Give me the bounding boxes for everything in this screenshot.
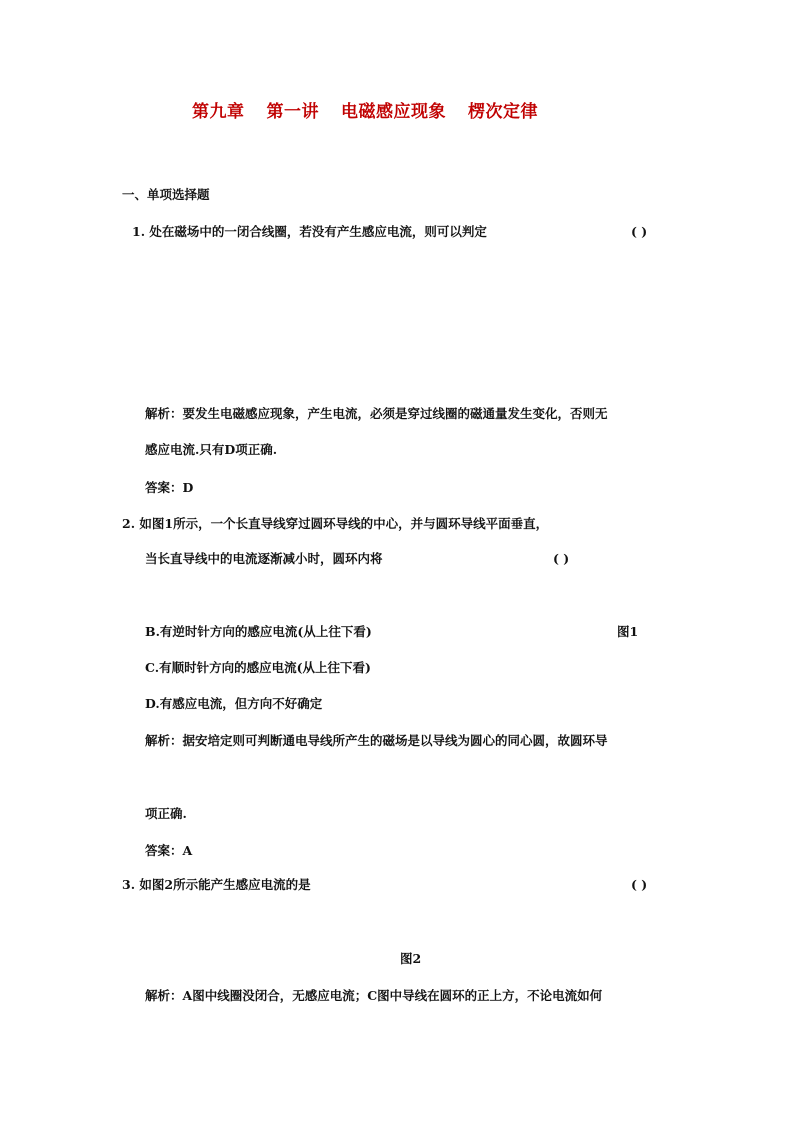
q3-stem: 3. 如图2所示能产生感应电流的是 [122, 877, 311, 892]
topic-induction: 电磁感应现象 [341, 102, 446, 122]
q2-answer-blank: ( ) [553, 551, 570, 566]
q2-option-d: D.有感应电流，但方向不好确定 [145, 696, 323, 711]
q1-stem: 1. 处在磁场中的一闭合线圈，若没有产生感应电流，则可以判定 [132, 224, 487, 239]
topic-lenz-law: 楞次定律 [468, 102, 538, 122]
lecture-label: 第一讲 [266, 102, 319, 122]
q3-analysis-line1: 解析：A图中线圈没闭合，无感应电流；C图中导线在圆环的正上方，不论电流如何 [145, 988, 603, 1003]
q1-answer: 答案：D [145, 480, 194, 495]
figure-1-label: 图1 [617, 624, 639, 639]
q2-option-b: B.有逆时针方向的感应电流(从上往下看) [145, 624, 372, 639]
figure-2-label: 图2 [400, 951, 422, 966]
chapter-label: 第九章 [192, 102, 245, 122]
q2-analysis-line1: 解析：据安培定则可判断通电导线所产生的磁场是以导线为圆心的同心圆，故圆环导 [145, 733, 608, 748]
q1-answer-blank: ( ) [631, 224, 648, 239]
q1-analysis-line1: 解析：要发生电磁感应现象，产生电流，必须是穿过线圈的磁通量发生变化，否则无 [145, 406, 608, 421]
q1-analysis-line2: 感应电流.只有D项正确. [145, 442, 278, 457]
page-title [192, 104, 538, 121]
q2-stem-line1: 2. 如图1所示，一个长直导线穿过圆环导线的中心，并与圆环导线平面垂直， [122, 516, 549, 531]
section-heading: 一、单项选择题 [122, 187, 210, 202]
q2-stem-line2: 当长直导线中的电流逐渐减小时，圆环内将 [145, 551, 383, 566]
q3-answer-blank: ( ) [631, 877, 648, 892]
q2-answer: 答案：A [145, 843, 193, 858]
q2-option-c: C.有顺时针方向的感应电流(从上往下看) [145, 660, 371, 675]
q2-analysis-line2: 项正确. [145, 806, 187, 821]
